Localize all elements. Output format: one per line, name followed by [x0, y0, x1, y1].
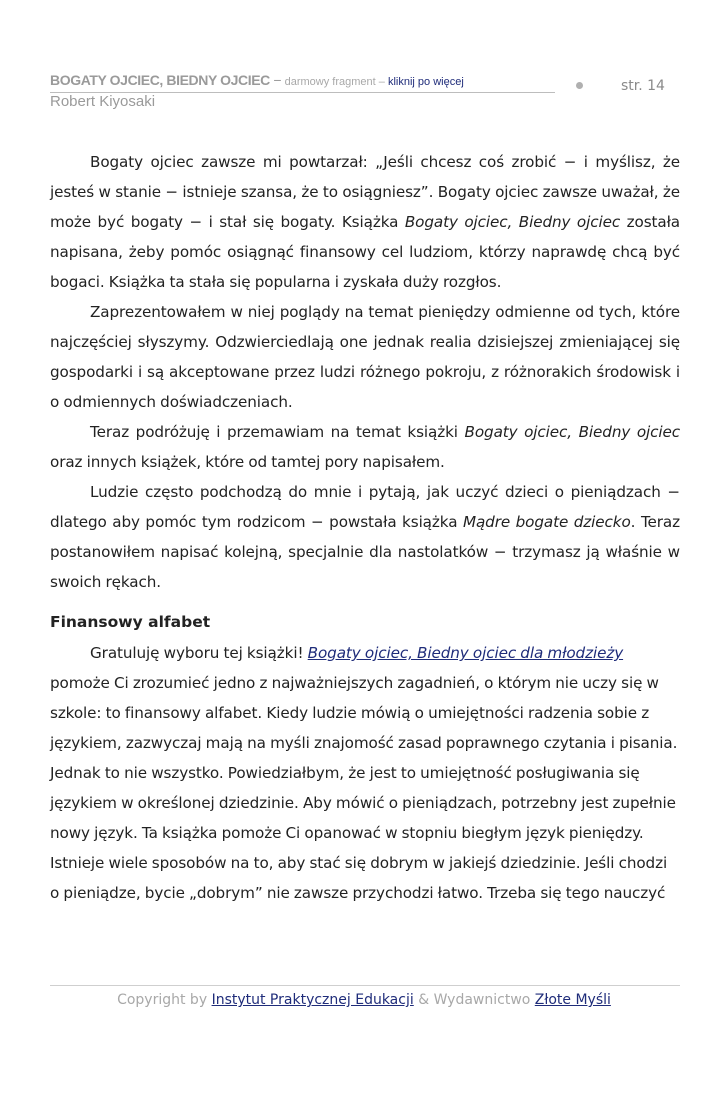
paragraph: Ludzie często podchodzą do mnie i pytają, jak uczyć dzieci o pieniądzach − dlatego aby pomóc tym rodzicom − powstała książka Mądre bogate dziecko. Teraz postanowiłem napisać kolejną, specjalnie dla nastolatków − trzymasz ją właśnie w swoich rękach.	[50, 483, 680, 591]
page-number: str. 14	[621, 78, 665, 94]
institute-link[interactable]: Instytut Praktycznej Edukacji	[211, 992, 414, 1008]
book-title-italic: Bogaty ojciec, Biedny ojciec	[404, 213, 621, 231]
book-title-italic: Bogaty ojciec, Biedny ojciec	[464, 423, 681, 441]
publisher-link[interactable]: Złote Myśli	[534, 992, 611, 1008]
book-title-italic: Mądre bogate dziecko	[462, 513, 631, 531]
running-title	[50, 72, 464, 88]
paragraph: Teraz podróżuję i przemawiam na temat książki Bogaty ojciec, Biedny ojciec oraz innych książek, które od tamtej pory napisałem.	[50, 423, 681, 471]
book-title: BOGATY OJCIEC, BIEDNY OJCIEC	[50, 72, 270, 88]
book-link[interactable]: Bogaty ojciec, Biedny ojciec dla młodzieży	[307, 644, 624, 662]
page-footer	[0, 992, 728, 1008]
copyright-prefix: Copyright by	[117, 992, 212, 1008]
paragraph: Gratuluję wyboru tej książki! Bogaty ojciec, Biedny ojciec dla młodzieży pomoże Ci zrozumieć jedno z najważniejszych zagadnień, o którym nie uczy się w szkole: to finansowy alfabet. Kiedy ludzie mówią o umiejętności radzenia sobie z językiem, zazwyczaj mają na myśli znajomość zasad poprawnego czytania i pisania. Jednak to nie wszystko. Powiedziałbym, że jest to umiejętność posługiwania się językiem w określonej dziedzinie. Aby mówić o pieniądzach, potrzebny jest zupełnie nowy język. Ta książka pomoże Ci opanować w stopniu biegłym język pieniędzy. Istnieje wiele sposobów na to, aby stać się dobrym w jakiejś dziedzinie. Jeśli chodzi o pieniądze, bycie „dobrym” nie zawsze przychodzi łatwo. Trzeba się tego nauczyć	[50, 644, 678, 902]
author-name: Robert Kiyosaki	[50, 93, 156, 110]
copyright-and: & Wydawnictwo	[413, 992, 535, 1008]
fragment-label: darmowy fragment	[284, 76, 376, 88]
section-heading: Finansowy alfabet	[50, 613, 211, 631]
paragraph: Bogaty ojciec zawsze mi powtarzał: „Jeśli chcesz coś zrobić − i myślisz, że jesteś w stanie − istnieje szansa, że to osiągniesz”. Bogaty ojciec zawsze uważał, że może być bogaty − i stał się bogaty. Książka Bogaty ojciec, Biedny ojciec została napisana, żeby pomóc osiągnąć finansowy cel ludziom, którzy naprawdę chcą być bogaci. Książka ta stała się popularna i zyskała duży rozgłos.	[50, 153, 680, 291]
page-content	[50, 147, 680, 908]
paragraph: Zaprezentowałem w niej poglądy na temat pieniędzy odmienne od tych, które najczęściej słyszymy. Odzwierciedlają one jednak realia dzisiejszej zmieniającej się gospodarki i są akceptowane przez ludzi różnego pokroju, z różnorakich środowisk i o odmiennych doświadczeniach.	[50, 303, 680, 411]
bullet-icon	[576, 82, 583, 89]
footer-divider	[50, 985, 680, 986]
more-link[interactable]: kliknij po więcej	[387, 76, 464, 88]
title-separator-2: –	[375, 76, 388, 88]
title-separator: −	[269, 72, 285, 88]
page-header	[50, 72, 680, 122]
